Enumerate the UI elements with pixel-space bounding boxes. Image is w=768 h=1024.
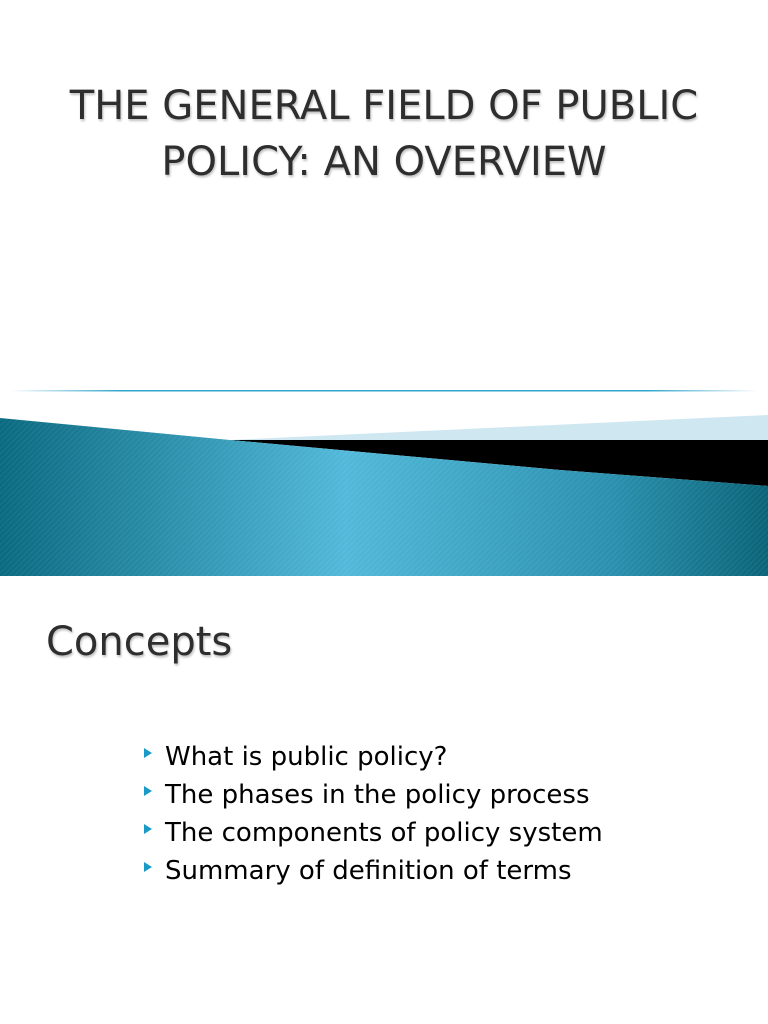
list-item-text: What is public policy? [165,742,448,772]
slide-title: THE GENERAL FIELD OF PUBLIC POLICY: AN OVERVIEW [69,83,699,185]
triangle-bullet-icon [144,862,152,872]
list-item [144,738,603,776]
triangle-bullet-icon [144,748,152,758]
concepts-title: Concepts [46,619,233,665]
concepts-list [144,738,603,890]
thin-accent-line [10,390,758,392]
triangle-bullet-icon [144,824,152,834]
list-item [144,776,603,814]
light-wedge [230,415,768,440]
concepts-slide [0,576,768,1024]
triangle-bullet-icon [144,786,152,796]
list-item-text: The components of policy system [165,818,603,848]
list-item-text: Summary of definition of terms [165,856,572,886]
list-item [144,852,603,890]
list-item-text: The phases in the policy process [165,780,590,810]
list-item [144,814,603,852]
decorative-banner [0,380,768,576]
